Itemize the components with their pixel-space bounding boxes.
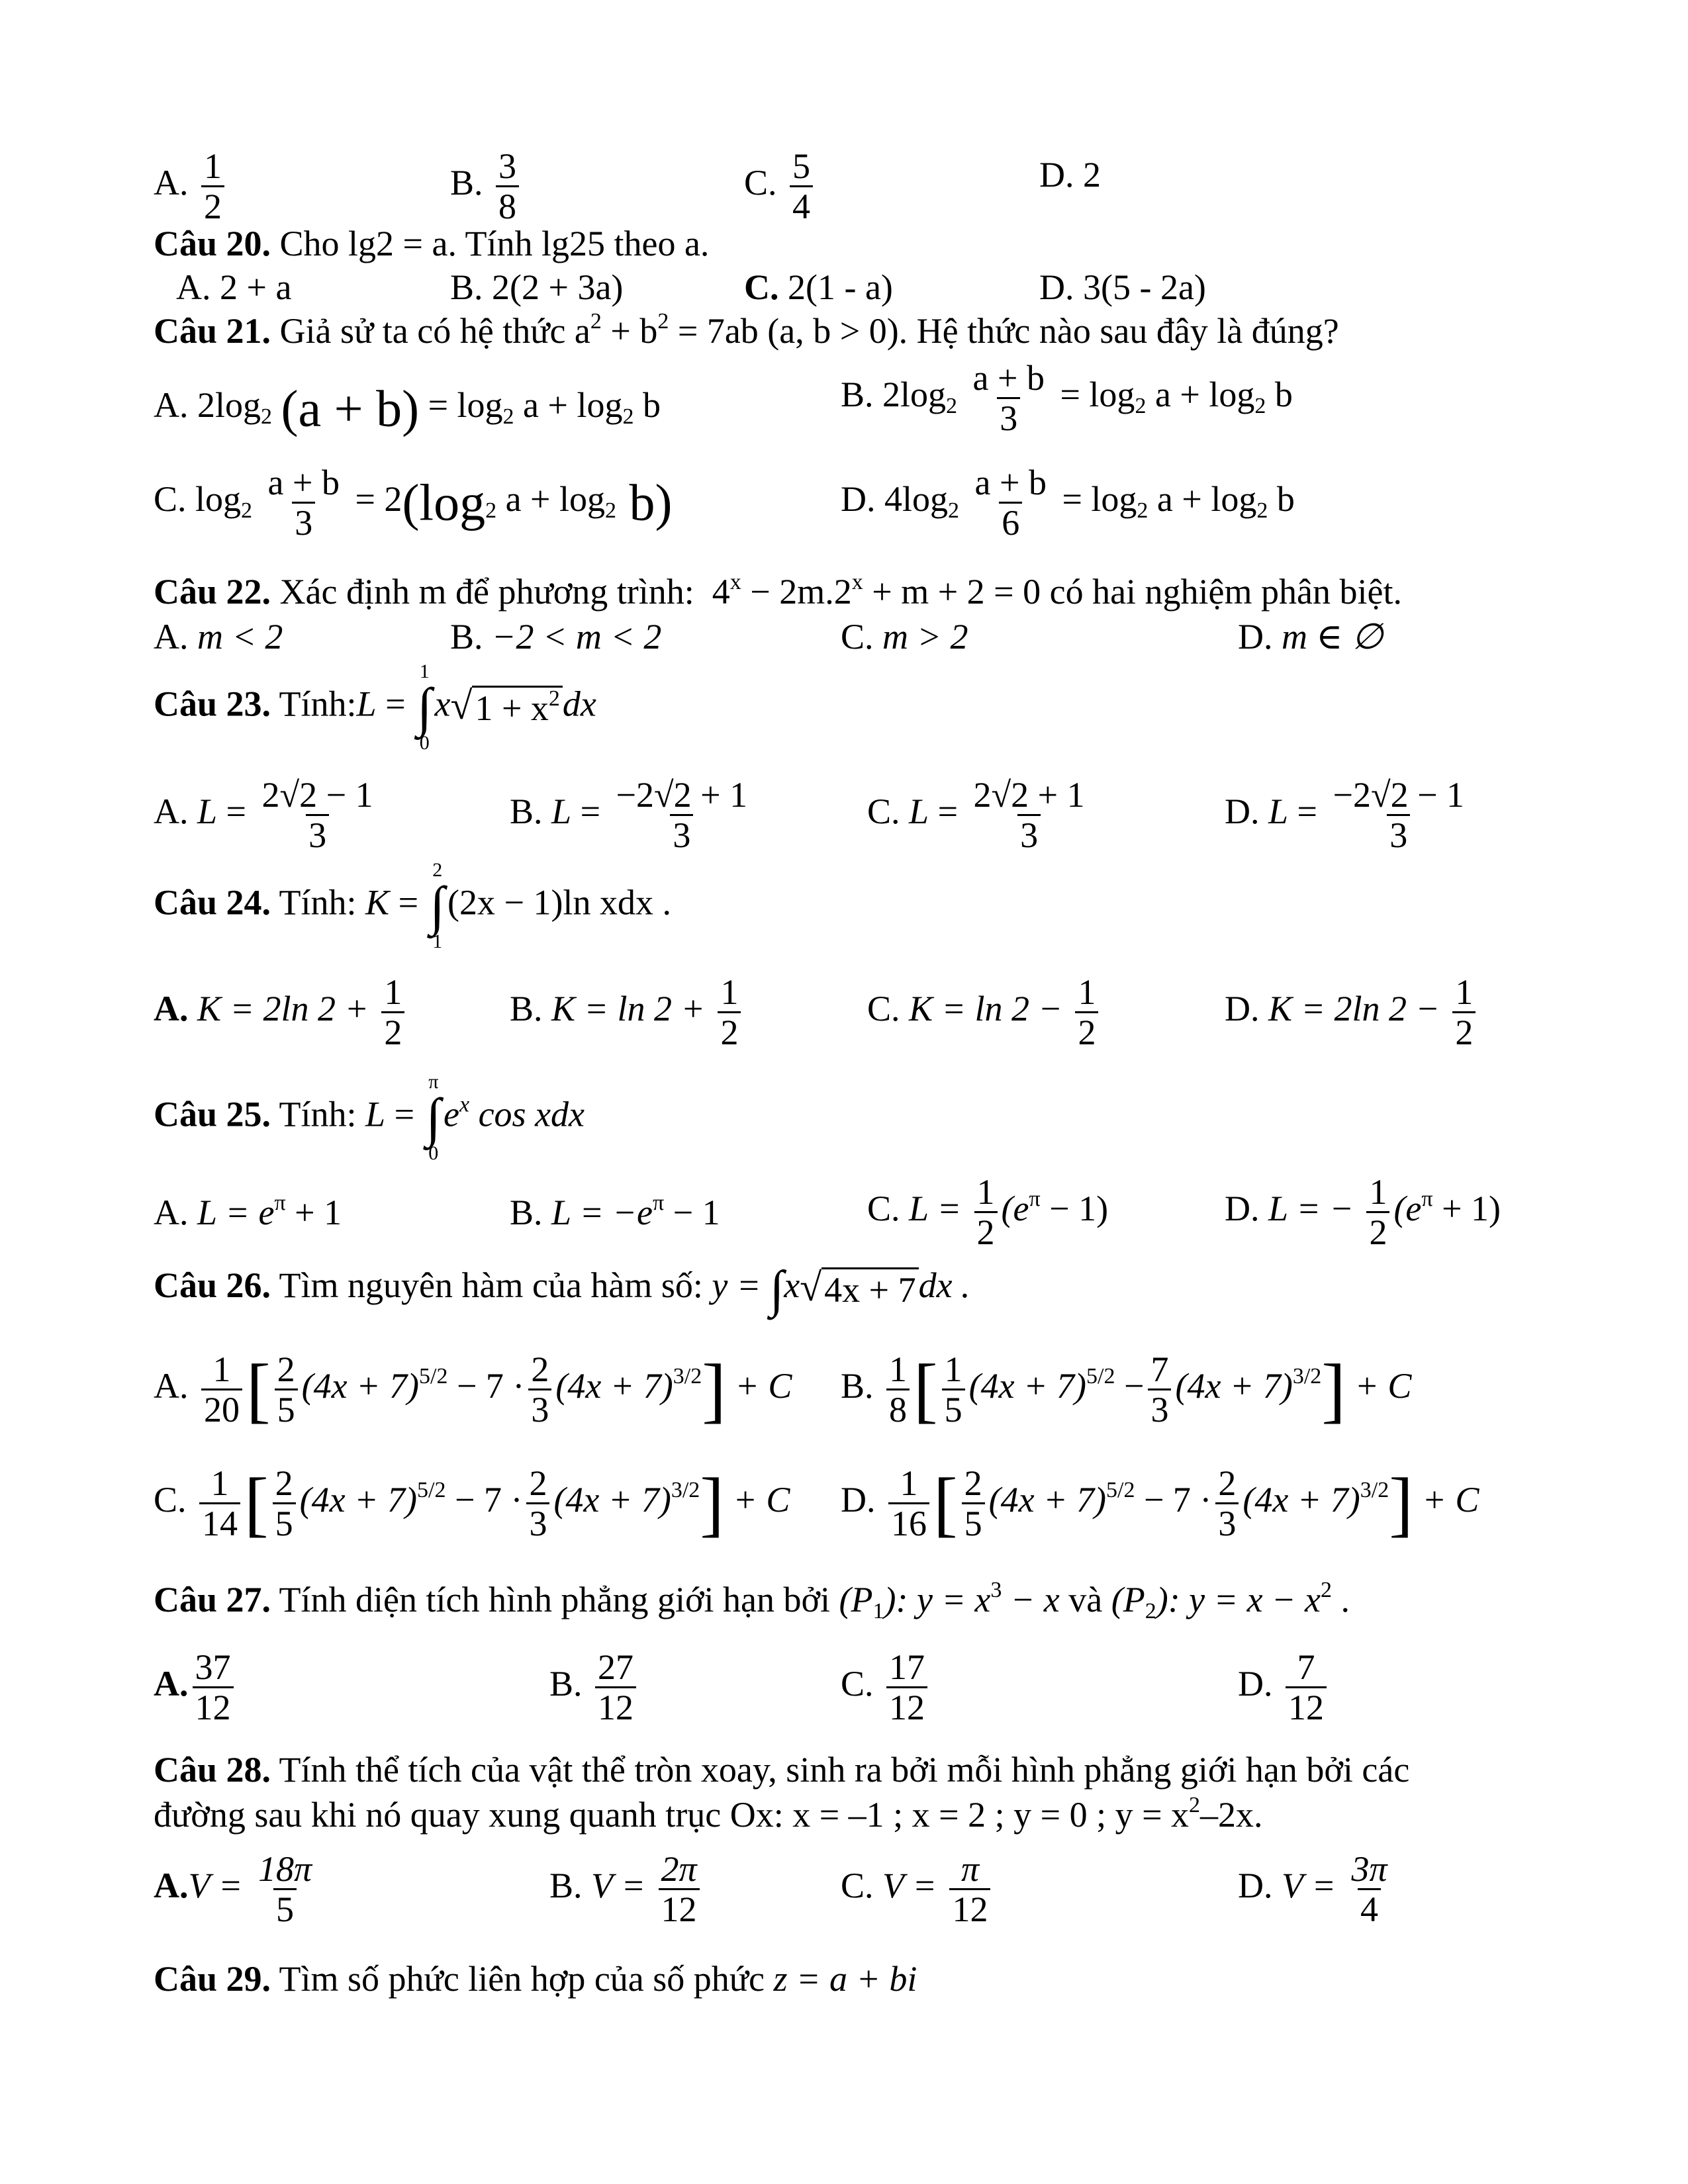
question-24: Câu 24. Tính: K = 2 ∫ 1 (2x − 1)ln xdx .	[154, 859, 671, 952]
q24-answer-b: B. K = ln 2 + $\frac{1}{2}$	[510, 973, 745, 1052]
q21-answer-d: D. $4\log_2$ $\frac{a + b}{6}$ = $\log_2 a + \log_2 b$	[841, 463, 1295, 543]
q27-answer-a: A. $\frac{37}{12}$	[154, 1648, 238, 1727]
answer-d: D. 2	[1039, 155, 1101, 195]
q22-answer-d: D. m ∈ ∅	[1238, 617, 1383, 657]
q28-answer-c: C. V = $\frac{\pi}{12}$	[841, 1850, 994, 1929]
question-28-line2: đường sau khi nó quay xung quanh trục Ox: x = –1 ; x = 2 ; y = 0 ; $y = x^2-2x$.	[154, 1793, 1263, 1835]
q21-answer-a: A. $2\log_2$ $(a + b) = \log_2 a + \log_2 b$	[154, 379, 661, 437]
question-27: Câu 27. Tính diện tích hình phẳng giới hạn bởi $(P_1)$: $y = x^3 - x$ và $(P_2)$: $y = x - x^2$ .	[154, 1578, 1350, 1623]
q20-answer-b: B. 2(2 + 3a)	[450, 267, 624, 307]
q24-answer-d: D. K = 2ln 2 − $\frac{1}{2}$	[1225, 973, 1479, 1052]
question-26: Câu 26. Tìm nguyên hàm của hàm số: y = ∫x √ 4x + 7 dx .	[154, 1259, 970, 1318]
answer-a: A. $\frac{1}{2}$	[154, 147, 228, 226]
question-28: Câu 28. Tính thể tích của vật thể tròn xoay, sinh ra bởi mỗi hình phẳng giới hạn bởi các	[154, 1750, 1410, 1790]
q27-answer-b: B. $\frac{27}{12}$	[549, 1648, 640, 1727]
q23-answer-b: B. L = $\frac{-2√2 + 1}{3}$	[510, 775, 748, 856]
q23-answer-c: C. L = $\frac{2√2 + 1}{3}$	[867, 775, 1085, 856]
q21-answer-b: B. $2\log_2$ $\frac{a + b}{3}$ = $\log_2 a + \log_2 b$	[841, 358, 1293, 439]
q23-answer-d: D. L = $\frac{-2√2 - 1}{3}$	[1225, 775, 1465, 856]
q27-answer-d: D. $\frac{7}{12}$	[1238, 1648, 1331, 1727]
question-20: Câu 20. Cho lg2 = a. Tính lg25 theo a.	[154, 224, 710, 263]
answer-c: C. $\frac{5}{4}$	[744, 147, 817, 226]
q26-answer-a: A. $\frac{1}{20}$ [ $\frac{2}{5}$ $(4x + 7)^{5/2} - 7$ · $\frac{2}{3}$ $(4x + 7)^{3/2}] + C$	[154, 1349, 792, 1430]
question-29: Câu 29. Tìm số phức liên hợp của số phức z = a + bi	[154, 1959, 917, 1999]
q27-answer-c: C. $\frac{17}{12}$	[841, 1648, 931, 1727]
fraction: $\frac{1}{2}$	[201, 147, 224, 226]
q20-answer-a: A. 2 + a	[176, 267, 292, 307]
q25-answer-d: D. L = − $\frac{1}{2}$ $(e^\pi + 1)$	[1225, 1172, 1501, 1253]
q25-answer-a: A. $L = e^\pi + 1$	[154, 1191, 342, 1232]
answer-b: B. $\frac{3}{8}$	[450, 147, 523, 226]
q26-answer-c: C. $\frac{1}{14}$ [ $\frac{2}{5}$ $(4x + 7)^{5/2} - 7$ · $\frac{2}{3}$ $(4x + 7)^{3/2}] + C$	[154, 1463, 790, 1544]
q26-answer-d: D. $\frac{1}{16}$ [ $\frac{2}{5}$ $(4x + 7)^{5/2} - 7$ · $\frac{2}{3}$ $(4x + 7)^{3/2}] + C$	[841, 1463, 1479, 1544]
q28-answer-b: B. V = $\frac{2\pi}{12}$	[549, 1850, 704, 1929]
sqrt: √ $1 + x^2$	[451, 686, 563, 729]
question-22: Câu 22. Xác định m để phương trình: $4^x - 2m.2^x + m + 2 = 0$ có hai nghiệm phân biệt.	[154, 570, 1402, 612]
question-23: Câu 23. Tính:L = 1 ∫ 0 x √ $1 + x^2$ dx	[154, 660, 596, 754]
q25-answer-c: C. L = $\frac{1}{2}$ $(e^\pi - 1)$	[867, 1172, 1109, 1253]
q20-answer-d: D. 3(5 - 2a)	[1039, 267, 1206, 307]
q22-answer-b: B. −2 < m < 2	[450, 617, 662, 657]
q22-answer-a: A. m < 2	[154, 617, 283, 657]
q24-answer-c: C. K = ln 2 − $\frac{1}{2}$	[867, 973, 1102, 1052]
q20-answer-c: C. 2(1 - a)	[744, 267, 893, 307]
q26-answer-b: B. $\frac{1}{8}$ [ $\frac{1}{5}$ $(4x + 7)^{5/2}$ − $\frac{7}{3}$ $(4x + 7)^{3/2}] + C$	[841, 1349, 1412, 1430]
q21-answer-c: C. $\log_2$ $\frac{a + b}{3}$ = $2(\log_2$ $a + \log_2 b$)	[154, 463, 673, 543]
q28-answer-d: D. V = $\frac{3\pi}{4}$	[1238, 1849, 1387, 1930]
q25-answer-b: B. $L = -e^\pi - 1$	[510, 1191, 720, 1232]
integral-sign: 1 ∫ 0	[417, 660, 432, 754]
q23-answer-a: A. L = $\frac{2√2 - 1}{3}$	[154, 775, 373, 856]
q22-answer-c: C. m > 2	[841, 617, 968, 657]
question-25: Câu 25. Tính: L = π ∫ 0 $e^x$ cos xdx	[154, 1071, 585, 1164]
q28-answer-a: A.V = $\frac{18\pi}{5}$	[154, 1849, 312, 1930]
question-21: Câu 21. Giả sử ta có hệ thức $a^2 + b^2 = 7ab$ (a, b > 0). Hệ thức nào sau đây là đúng?	[154, 309, 1339, 351]
q24-answer-a: A. K = 2ln 2 + $\frac{1}{2}$	[154, 973, 408, 1052]
